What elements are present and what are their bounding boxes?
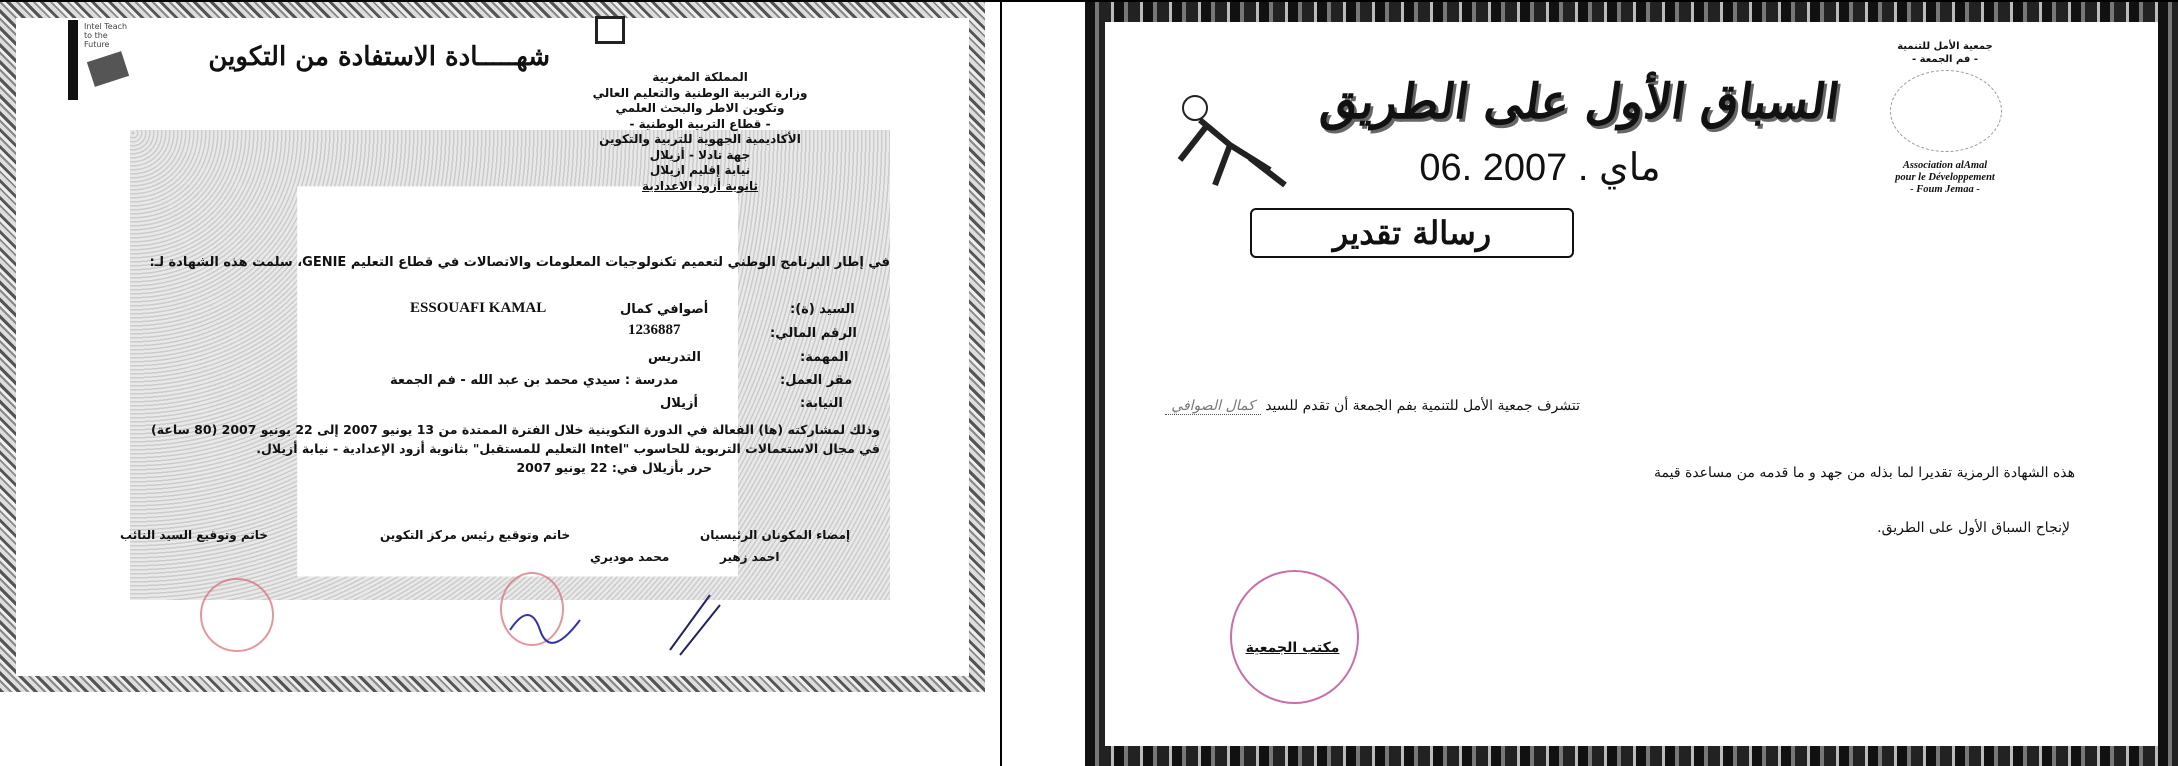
body-line-3: لإنجاح السباق الأول على الطريق.: [1877, 520, 2070, 536]
field-label: المهمة:: [800, 350, 849, 365]
runner-illustration: [1160, 90, 1290, 200]
delegate-stamp: [200, 578, 274, 652]
header-line: - قطاع التربية الوطنية -: [629, 116, 771, 131]
function-value: التدريس: [648, 350, 701, 365]
payroll-number: 1236887: [628, 322, 681, 338]
field-label: النيابة:: [800, 396, 843, 411]
recipient-name-ar: أصوافي كمال: [620, 302, 709, 317]
field-label: الرقم المالي:: [770, 326, 857, 341]
intro-text: في إطار البرنامج الوطني لتعميم تكنولوجيات المعلومات والاتصالات في قطاع التعليم GENIE، سلمت هذه الشهادة لـ:: [149, 255, 890, 270]
race-title: السباق الأول على الطريق: [1317, 74, 1843, 130]
trainers-signature-label: إمضاء المكونان الرئيسيان: [700, 528, 851, 542]
association-stamp: [1230, 570, 1359, 704]
ministry-header: [560, 70, 840, 194]
center-head-signature-label: خاتم وتوقيع رئيس مركز التكوين: [380, 528, 571, 542]
book-image: [87, 51, 129, 87]
paragraph-line: وذلك لمشاركته (ها) الفعالة في الدورة التكوينية خلال الفترة الممتدة من 13 يونيو 2007 إلى 22 يونيو 2007 (80 ساعة): [150, 422, 880, 437]
header-line: وزارة التربية الوطنية والتعليم العالي: [592, 85, 808, 100]
association-name-ar: [1880, 40, 2010, 66]
header-line: المملكة المغربية: [652, 70, 748, 84]
field-label: مقر العمل:: [780, 373, 853, 388]
body-text: تتشرف جمعية الأمل للتنمية بفم الجمعة أن تقدم للسيد: [1265, 398, 1580, 414]
trainer-name: احمد زهير: [720, 550, 780, 564]
trainer-signatures: [500, 580, 730, 660]
association-line: - Foum Jemaa -: [1910, 184, 1980, 195]
delegation-value: أزيلال: [660, 396, 698, 411]
event-date: 06. ماي . 2007: [1419, 147, 1661, 189]
association-line: - فم الجمعة -: [1912, 54, 1978, 65]
association-line: pour le Développement: [1895, 172, 1995, 183]
body-line-1: [1020, 398, 1580, 414]
header-line: جهة تادلا - أزيلال: [649, 147, 751, 162]
association-line: Association alAmal: [1902, 160, 1988, 171]
table-cell-divider: [1000, 0, 1002, 766]
header-line: ثانوية أزود الاعدادية: [641, 178, 759, 193]
header-line: الأكاديمية الجهوية للتربية والتكوين: [599, 132, 801, 146]
association-line: جمعية الأمل للتنمية: [1897, 41, 1993, 52]
ministry-emblem-icon: [595, 16, 625, 44]
workplace-value: مدرسة : سيدي محمد بن عبد الله - فم الجمعة: [390, 373, 679, 388]
field-label: السيد (ة):: [790, 302, 855, 317]
intel-logo-text: Intel Teach to the Future: [84, 22, 128, 49]
header-line: نيابة إقليم ازيلال: [649, 163, 751, 177]
issue-date: حرر بأزيلال في: 22 يونيو 2007: [516, 460, 712, 475]
delegate-signature-label: خاتم وتوقيع السيد النائب: [120, 528, 268, 542]
certificate-subtitle: رسالة تقدير: [1250, 208, 1574, 258]
paragraph-line: في مجال الاستعمالات التربوية للحاسوب "Intel التعليم للمستقبل" بثانوية أزود الإعدادية - نيابة أزيلال.: [256, 441, 880, 456]
association-name-fr: [1860, 160, 2030, 196]
certificate-title: شهـــــادة الاستفادة من التكوين: [208, 42, 550, 72]
participation-paragraph: [40, 420, 880, 477]
recipient-handwritten: كمال الصوافي: [1165, 398, 1260, 415]
association-logo: [1890, 70, 2002, 152]
trainer-name: محمد موديري: [590, 550, 670, 564]
header-line: وتكوين الاطر والبحث العلمي: [615, 101, 785, 115]
intel-teach-logo: [68, 20, 128, 100]
body-line-2: هذه الشهادة الرمزية تقديرا لما بذله من جهد و ما قدمه من مساعدة قيمة: [1654, 465, 2075, 481]
recipient-name-latin: ESSOUAFI KAMAL: [410, 300, 547, 316]
association-office-label: مكتب الجمعية: [1245, 640, 1340, 656]
